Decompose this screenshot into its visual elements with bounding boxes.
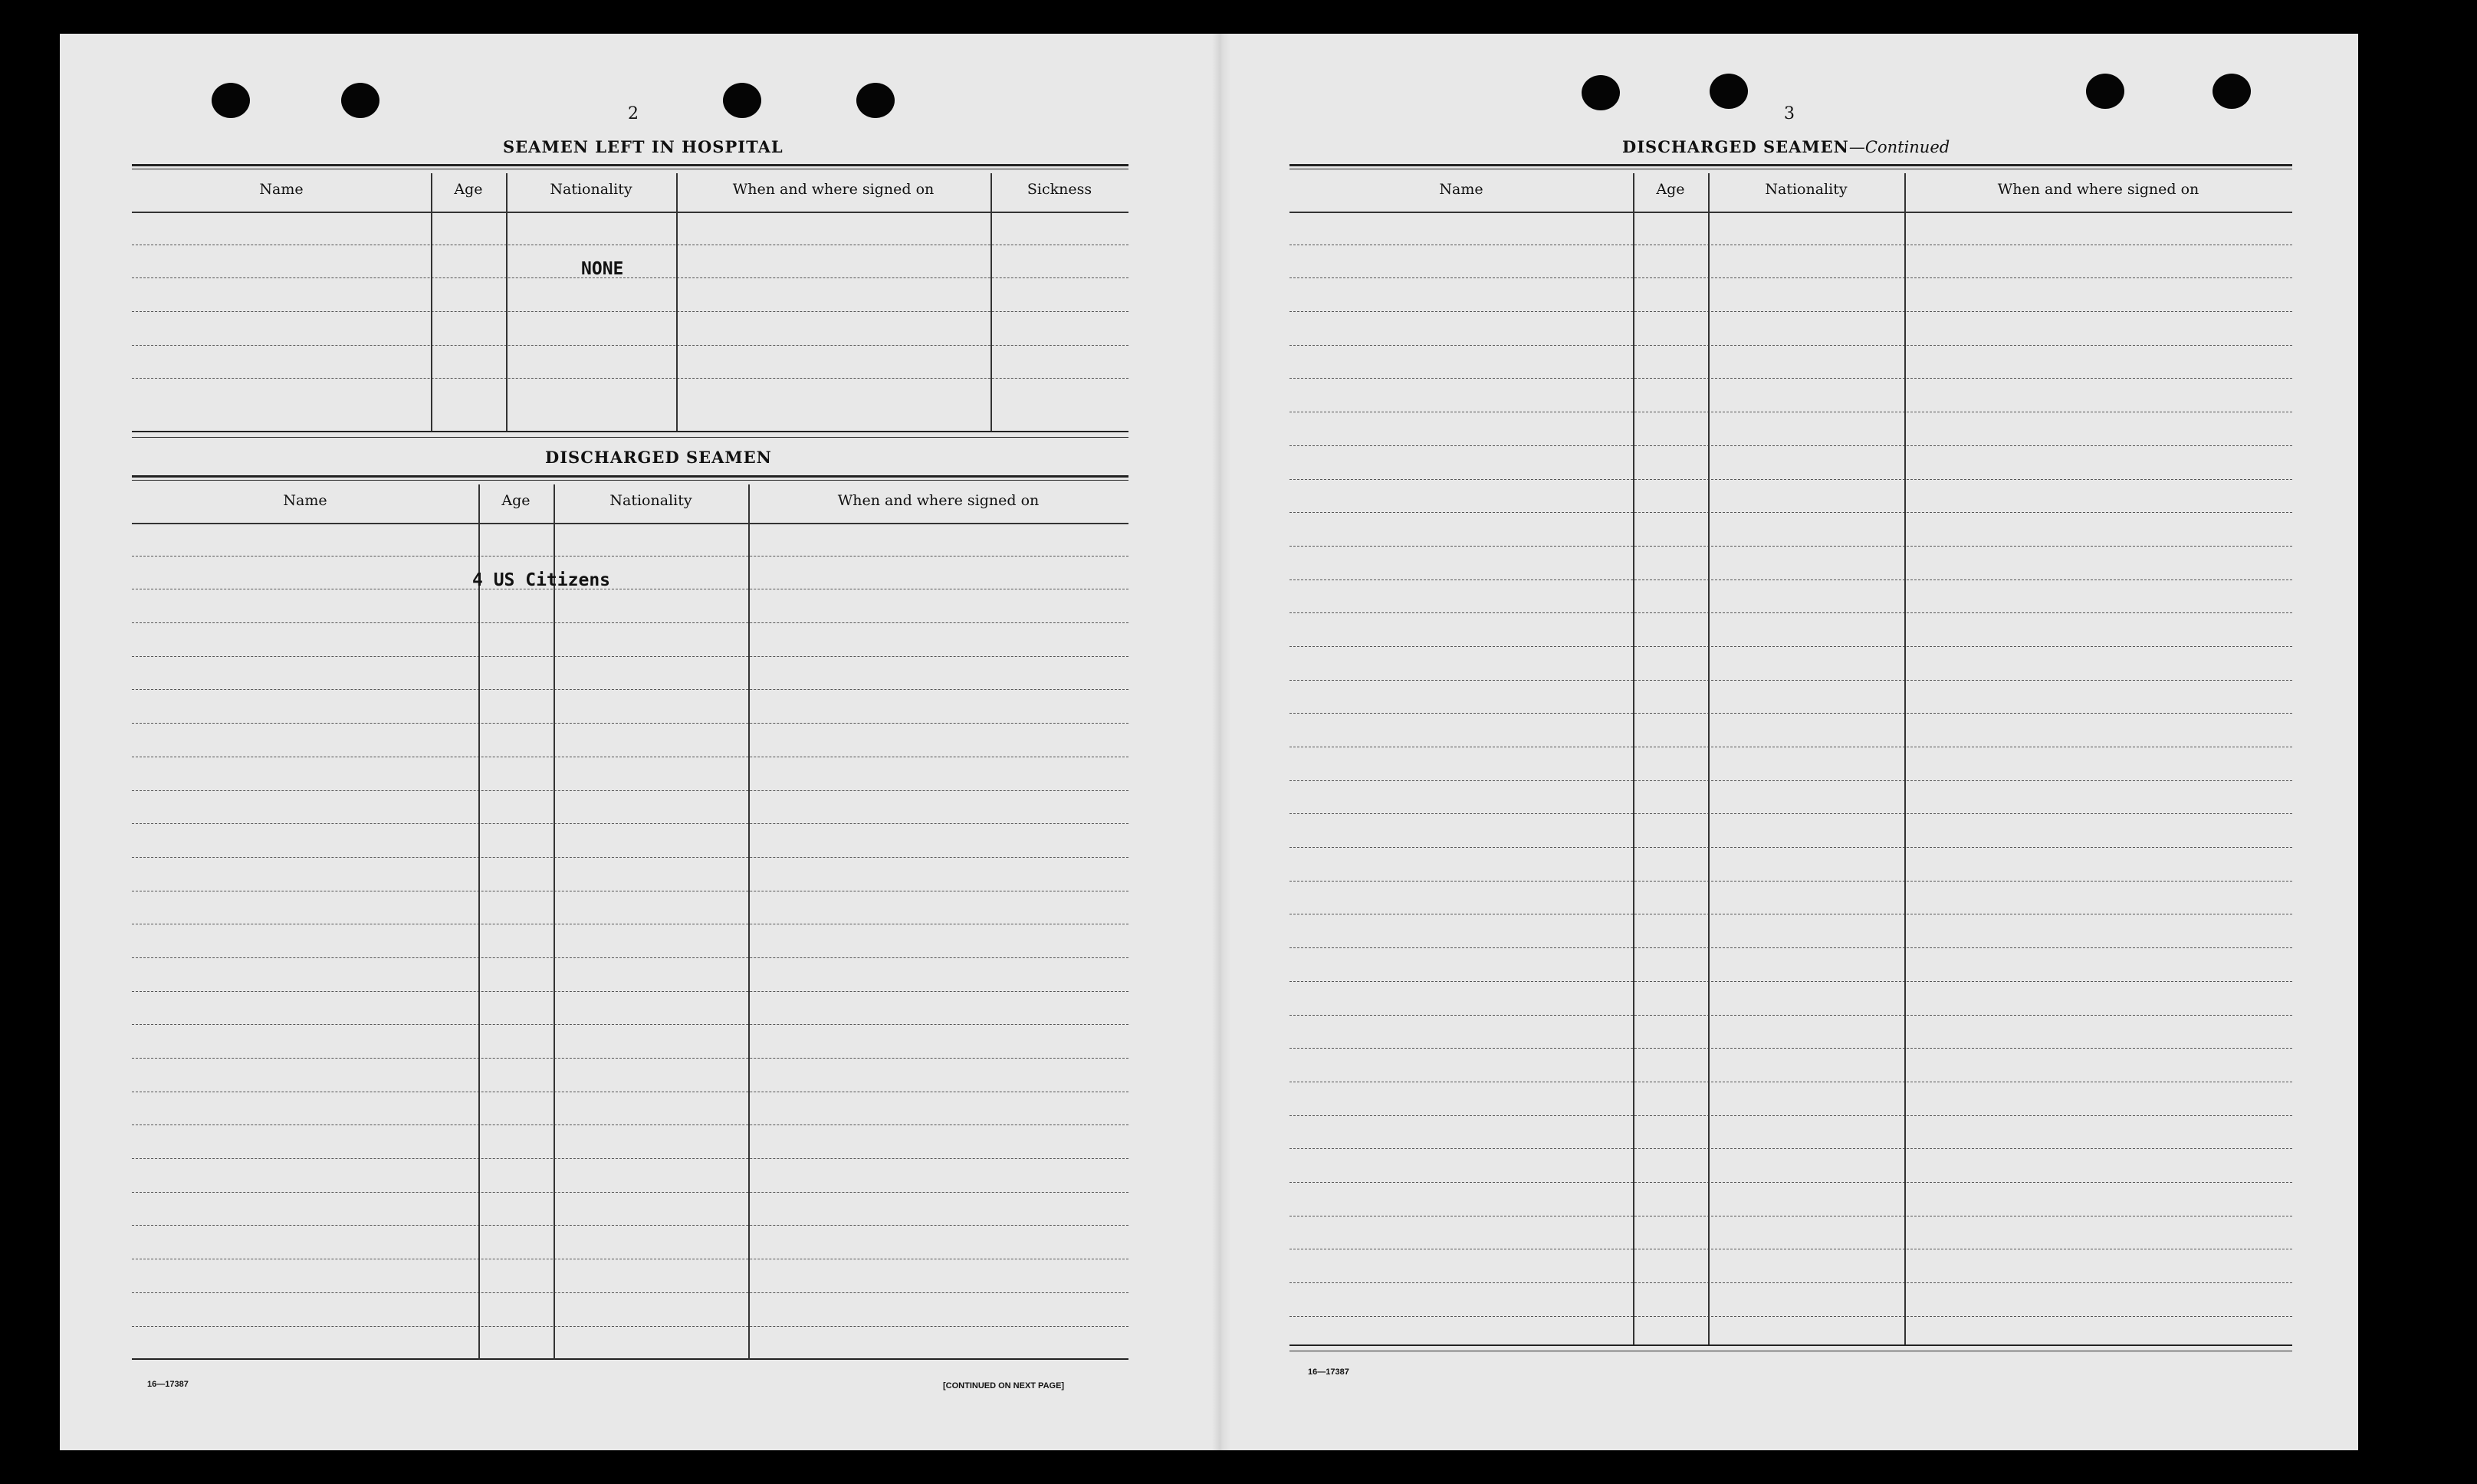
table-row (1289, 1249, 2292, 1283)
table-row (1289, 212, 2292, 245)
table-row (1289, 781, 2292, 815)
continued-note: [CONTINUED ON NEXT PAGE] (943, 1381, 1065, 1390)
discharged-continued-title-main: DISCHARGED SEAMEN (1622, 137, 1849, 156)
discharged-continued-title (1622, 137, 1950, 156)
table-row (1289, 312, 2292, 346)
table-row (132, 589, 1128, 623)
table-row (1289, 1082, 2292, 1116)
punch-hole (1582, 75, 1620, 110)
column-divider (506, 173, 508, 432)
discharged-table-body (132, 523, 1128, 1360)
document-sheet (60, 34, 2358, 1450)
table-row (1289, 848, 2292, 882)
table-row (1289, 412, 2292, 446)
page-fold (1212, 34, 1230, 1450)
table-row (1289, 747, 2292, 781)
table-row (132, 690, 1128, 724)
table-row (132, 556, 1128, 590)
punch-hole (856, 83, 895, 118)
table-row (132, 212, 1128, 245)
column-header-sickness: Sickness (1027, 181, 1092, 198)
table-row (1289, 1116, 2292, 1150)
table-row (1289, 379, 2292, 412)
table-row (132, 1125, 1128, 1159)
punch-hole (212, 83, 250, 118)
table-row (1289, 1149, 2292, 1183)
column-divider (676, 173, 678, 432)
discharged-section-title: DISCHARGED SEAMEN (545, 448, 772, 467)
punch-hole (2086, 74, 2124, 109)
column-divider (478, 484, 480, 1360)
table-row (1289, 547, 2292, 580)
table-row (1289, 278, 2292, 312)
table-row (1289, 1049, 2292, 1082)
table-row (132, 891, 1128, 925)
column-header-nationality: Nationality (1765, 181, 1848, 198)
table-row (1289, 446, 2292, 480)
column-divider (1708, 173, 1710, 1346)
table-row (132, 924, 1128, 958)
column-header-age: Age (454, 181, 483, 198)
hospital-table (132, 164, 1128, 457)
table-row (132, 1293, 1128, 1327)
table-row (132, 346, 1128, 379)
table-row (132, 958, 1128, 992)
column-header-name: Name (283, 492, 327, 509)
column-divider (990, 173, 992, 432)
hospital-typed-entry: NONE (581, 259, 624, 279)
column-header-age: Age (501, 492, 531, 509)
table-row (132, 992, 1128, 1026)
hospital-table-body (132, 212, 1128, 412)
table-row (1289, 714, 2292, 747)
table-row (132, 1226, 1128, 1259)
table-row (1289, 882, 2292, 915)
table-row (1289, 513, 2292, 547)
hospital-section-title: SEAMEN LEFT IN HOSPITAL (503, 137, 784, 156)
discharged-continued-header (1289, 172, 2292, 213)
table-row (132, 724, 1128, 757)
discharged-continued-body (1289, 212, 2292, 1350)
column-divider (1904, 173, 1906, 1346)
form-number-right: 16—17387 (1308, 1367, 1349, 1377)
table-row (132, 1092, 1128, 1126)
table-row (1289, 346, 2292, 379)
table-row (132, 1025, 1128, 1059)
discharged-table (132, 475, 1128, 1410)
table-row (132, 824, 1128, 858)
punch-hole (2213, 74, 2251, 109)
table-row (1289, 914, 2292, 948)
page-number-left: 2 (628, 104, 639, 123)
column-header-age: Age (1656, 181, 1685, 198)
table-row (1289, 982, 2292, 1016)
column-divider (431, 173, 432, 432)
table-row (1289, 814, 2292, 848)
table-row (1289, 948, 2292, 982)
table-row (132, 278, 1128, 312)
table-row (132, 657, 1128, 691)
table-row (1289, 647, 2292, 681)
discharged-typed-entry: 4 US Citizens (472, 570, 611, 590)
punch-hole (1710, 74, 1748, 109)
column-header-signed-on: When and where signed on (1997, 181, 2199, 198)
table-row (132, 1059, 1128, 1092)
column-divider (554, 484, 555, 1360)
table-row (132, 1259, 1128, 1293)
table-row (132, 523, 1128, 556)
table-row (1289, 480, 2292, 514)
table-row (1289, 681, 2292, 714)
table-row (1289, 1283, 2292, 1317)
table-row (1289, 1216, 2292, 1250)
punch-hole (723, 83, 761, 118)
table-row (132, 379, 1128, 412)
table-row (132, 623, 1128, 657)
table-row (132, 1327, 1128, 1361)
table-row (1289, 613, 2292, 647)
hospital-table-header (132, 172, 1128, 213)
table-row (132, 858, 1128, 891)
form-number-left: 16—17387 (147, 1380, 189, 1389)
table-row (1289, 1016, 2292, 1049)
table-row (1289, 1183, 2292, 1216)
discharged-continued-suffix: —Continued (1848, 138, 1950, 156)
table-row (132, 312, 1128, 346)
table-row (1289, 245, 2292, 279)
punch-hole (341, 83, 379, 118)
column-header-name: Name (1439, 181, 1483, 198)
page-number-right: 3 (1784, 104, 1795, 123)
table-row (132, 1159, 1128, 1193)
discharged-continued-table (1289, 164, 2292, 1406)
table-row (1289, 580, 2292, 614)
column-header-name: Name (259, 181, 304, 198)
column-divider (748, 484, 750, 1360)
column-divider (1633, 173, 1634, 1346)
column-header-signed-on: When and where signed on (732, 181, 935, 198)
table-row (132, 791, 1128, 825)
discharged-table-header (132, 483, 1128, 524)
column-header-signed-on: When and where signed on (837, 492, 1040, 509)
table-row (132, 1193, 1128, 1226)
column-header-nationality: Nationality (550, 181, 632, 198)
table-row (132, 757, 1128, 791)
column-header-nationality: Nationality (609, 492, 692, 509)
table-row (132, 245, 1128, 279)
